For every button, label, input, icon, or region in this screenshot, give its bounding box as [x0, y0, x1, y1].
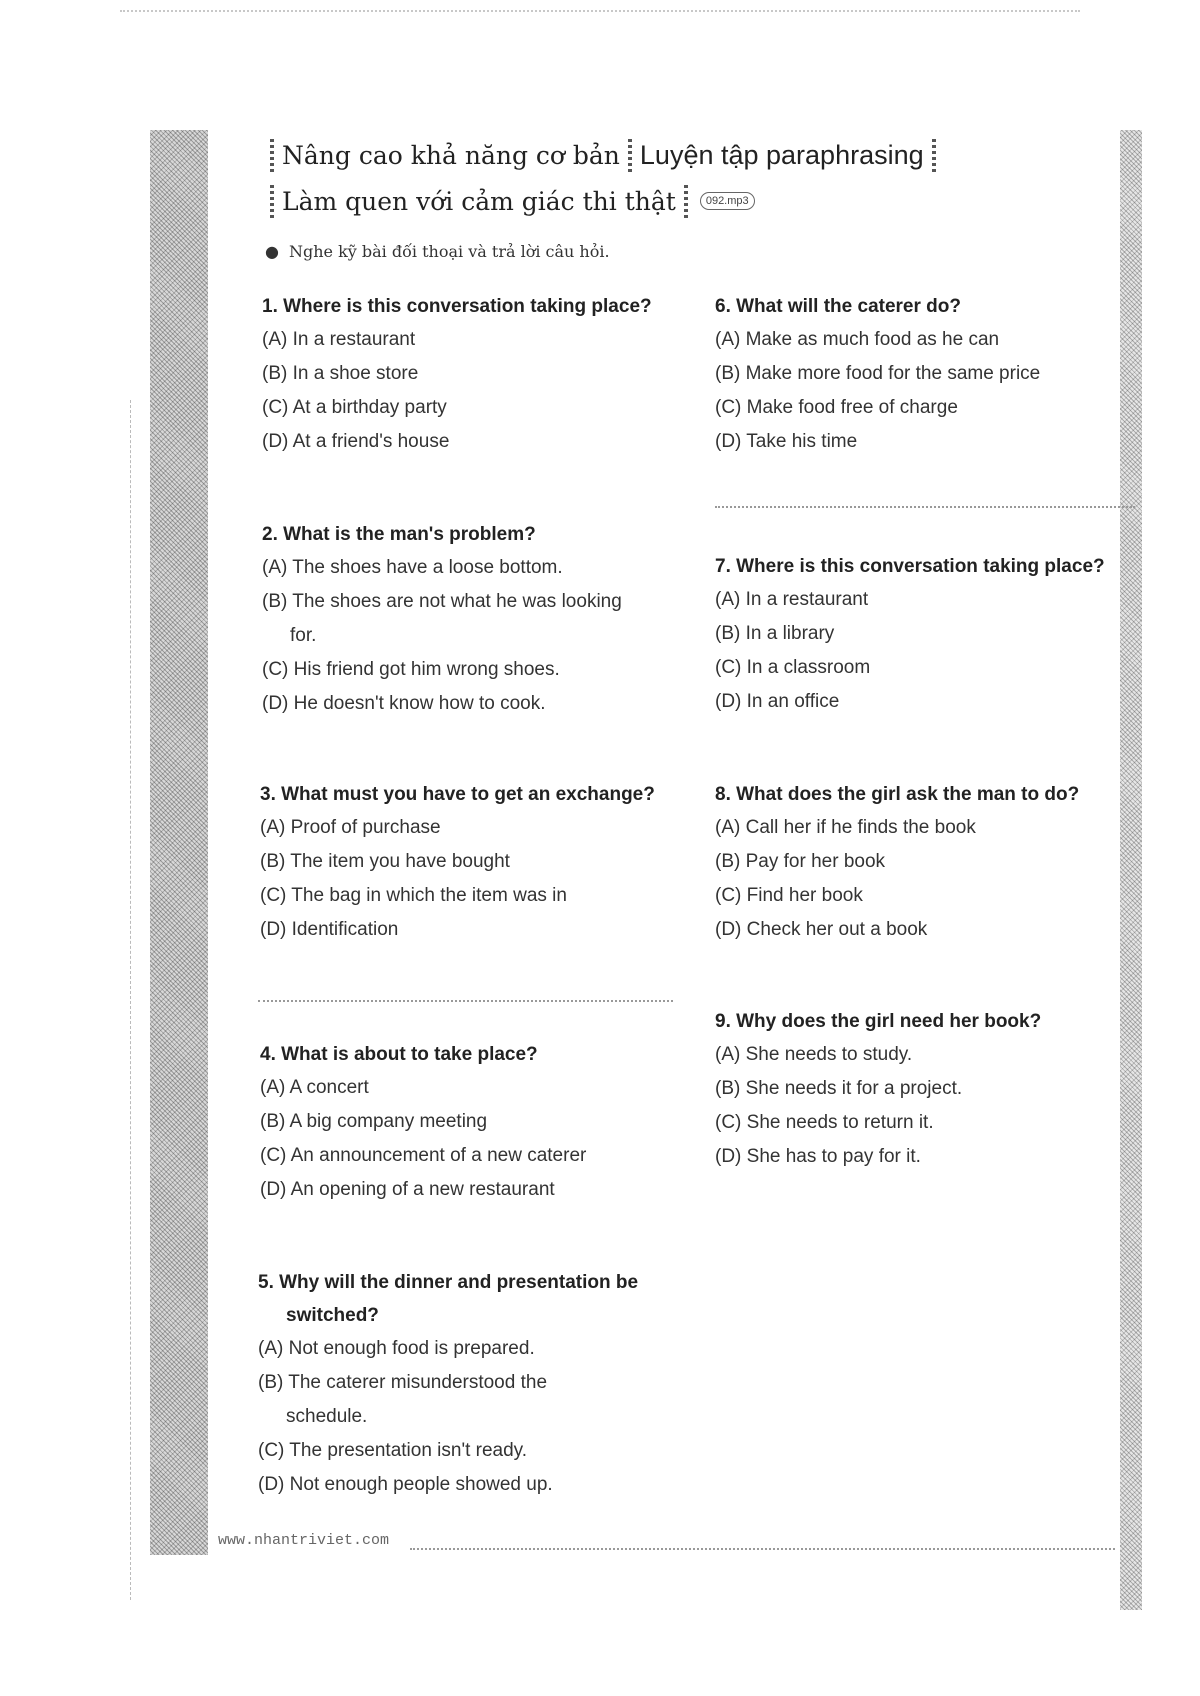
option-b: (B) In a library — [715, 623, 835, 644]
option-d: (D) Check her out a book — [715, 919, 928, 940]
right-pattern-strip — [1120, 130, 1142, 1610]
option-c: (C) Find her book — [715, 885, 863, 906]
option-a: (A) The shoes have a loose bottom. — [262, 557, 563, 578]
option-c: (C) His friend got him wrong shoes. — [262, 659, 560, 680]
option-b-continued: for. — [290, 625, 317, 646]
header-line-1 — [262, 132, 962, 178]
header-title-1: Nâng cao khả năng cơ bản — [282, 140, 620, 170]
option-b: (B) In a shoe store — [262, 363, 419, 384]
option-b: (B) She needs it for a project. — [715, 1078, 963, 1099]
question-title: 8. What does the girl ask the man to do? — [715, 784, 1080, 805]
option-c: (C) The presentation isn't ready. — [258, 1440, 528, 1461]
scan-edge-line — [130, 400, 131, 1600]
section-separator — [715, 506, 1135, 508]
option-b-continued: schedule. — [286, 1406, 368, 1427]
header-title-2: Luyện tập paraphrasing — [639, 139, 924, 170]
question-title-continued: switched? — [286, 1305, 379, 1326]
audio-badge: 092.mp3 — [700, 192, 755, 210]
section-separator — [258, 1000, 673, 1002]
option-d: (D) In an office — [715, 691, 840, 712]
option-b: (B) The shoes are not what he was looking — [262, 591, 622, 612]
header-divider — [932, 138, 936, 172]
question-title: 2. What is the man's problem? — [262, 524, 536, 545]
option-b: (B) Pay for her book — [715, 851, 886, 872]
option-b: (B) A big company meeting — [260, 1111, 488, 1132]
question-2 — [262, 518, 622, 721]
option-c: (C) She needs to return it. — [715, 1112, 934, 1133]
option-a: (A) In a restaurant — [262, 329, 416, 350]
option-a: (A) Not enough food is prepared. — [258, 1338, 535, 1359]
question-3 — [260, 778, 655, 947]
question-5 — [258, 1266, 638, 1502]
option-d: (D) At a friend's house — [262, 431, 450, 452]
option-c: (C) In a classroom — [715, 657, 871, 678]
option-b: (B) Make more food for the same price — [715, 363, 1041, 384]
footer-url: www.nhantriviet.com — [218, 1532, 390, 1549]
option-a: (A) She needs to study. — [715, 1044, 913, 1065]
option-d: (D) Not enough people showed up. — [258, 1474, 553, 1495]
option-b: (B) The item you have bought — [260, 851, 510, 872]
question-title: 4. What is about to take place? — [260, 1044, 538, 1065]
header-divider — [684, 184, 688, 218]
option-a: (A) Call her if he finds the book — [715, 817, 976, 838]
header-line-2 — [262, 178, 962, 224]
scan-top-dots — [120, 10, 1080, 12]
option-c: (C) An announcement of a new caterer — [260, 1145, 587, 1166]
header-divider — [270, 184, 274, 218]
question-title: 5. Why will the dinner and presentation be — [258, 1272, 639, 1293]
bullet-icon: ● — [265, 242, 279, 261]
question-4 — [260, 1038, 586, 1207]
question-title: 1. Where is this conversation taking place? — [262, 296, 652, 317]
option-d: (D) An opening of a new restaurant — [260, 1179, 555, 1200]
option-a: (A) In a restaurant — [715, 589, 869, 610]
question-8 — [715, 778, 1079, 947]
instruction-text: Nghe kỹ bài đối thoại và trả lời câu hỏi. — [288, 242, 610, 261]
header-title-3: Làm quen với cảm giác thi thật — [282, 186, 676, 216]
question-1 — [262, 290, 652, 459]
question-title: 7. Where is this conversation taking place? — [715, 556, 1105, 577]
option-c: (C) At a birthday party — [262, 397, 447, 418]
question-9 — [715, 1005, 1041, 1174]
option-d: (D) He doesn't know how to cook. — [262, 693, 546, 714]
question-title: 9. Why does the girl need her book? — [715, 1011, 1042, 1032]
left-pattern-strip — [150, 130, 208, 1555]
option-a: (A) Make as much food as he can — [715, 329, 1000, 350]
footer-divider — [410, 1548, 1115, 1550]
option-d: (D) She has to pay for it. — [715, 1146, 921, 1167]
instruction — [265, 242, 610, 261]
header-divider — [270, 138, 274, 172]
header-divider — [628, 138, 632, 172]
option-c: (C) The bag in which the item was in — [260, 885, 567, 906]
page-header — [262, 132, 962, 224]
question-title: 3. What must you have to get an exchange? — [260, 784, 655, 805]
question-7 — [715, 550, 1105, 719]
option-a: (A) Proof of purchase — [260, 817, 441, 838]
option-d: (D) Take his time — [715, 431, 858, 452]
question-6 — [715, 290, 1040, 459]
option-c: (C) Make food free of charge — [715, 397, 958, 418]
question-title: 6. What will the caterer do? — [715, 296, 961, 317]
option-b: (B) The caterer misunderstood the — [258, 1372, 548, 1393]
option-a: (A) A concert — [260, 1077, 369, 1098]
option-d: (D) Identification — [260, 919, 399, 940]
